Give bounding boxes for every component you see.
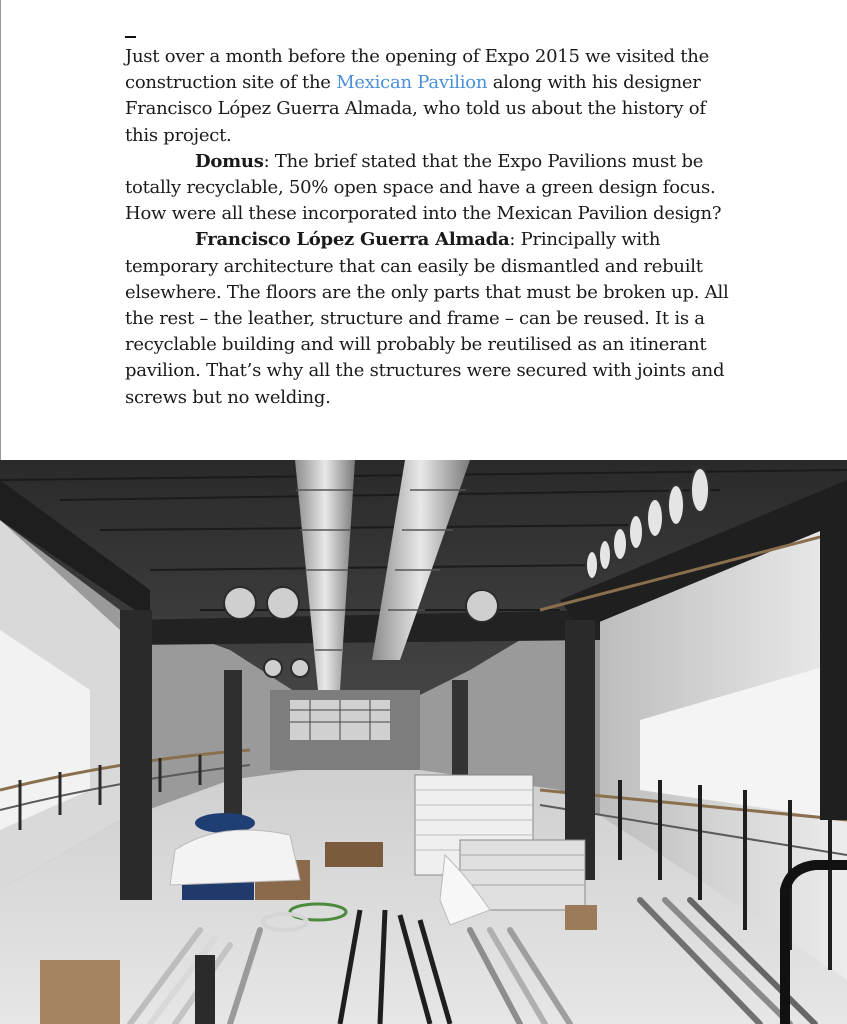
answer-speaker: Francisco López Guerra Almada [195,229,510,251]
intro-text-end: along with his designer Francisco López Guerra Almada, who told us about the history of this project. [125,72,706,146]
article-body [125,44,735,411]
question-text: : The brief stated that the Expo Pavilions must be totally recyclable, 50% open space and have a green design focus. How were all these incorporated into the Mexican Pavilion design? [125,150,722,225]
mexican-pavilion-link[interactable]: Mexican Pavilion [336,72,488,94]
section-dash [125,36,136,38]
construction-site-photo [0,460,847,1024]
question-speaker: Domus [195,150,264,172]
answer-paragraph [125,227,735,410]
pavilion-interior-illustration [0,460,847,1024]
intro-paragraph [125,44,735,149]
page-edge-rule [0,0,1,460]
answer-text: : Principally with temporary architecture that can easily be dismantled and rebuilt elsewhere. The floors are the only parts that must be broken up. All the rest – the leather, structure and frame – can be reused. It is a recyclable building and will probably be reutilised as an itinerant pavilion. That’s why all the structures were secured with joints and screws but no welding. [125,229,729,408]
question-paragraph [125,149,735,228]
intro-text: Just over a month before the opening of Expo 2015 we visited the construction site of the [125,46,709,94]
